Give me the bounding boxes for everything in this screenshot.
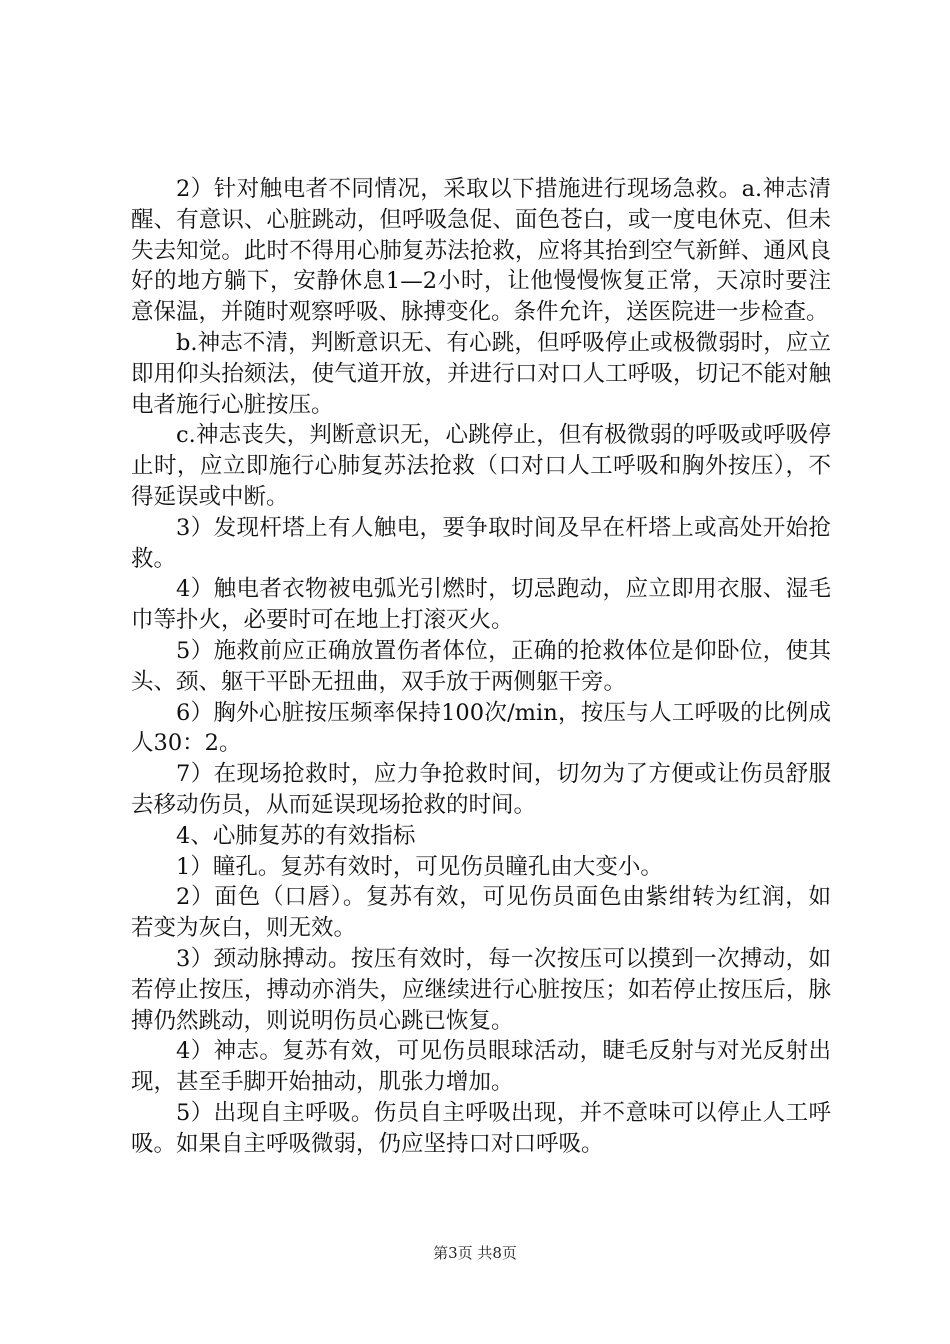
paragraph-rescue-time: 7）在现场抢救时，应力争抢救时间，切勿为了方便或让伤员舒服去移动伤员，从而延误现场抢救的时间。 (131, 761, 831, 818)
paragraph-carotid-pulse: 3）颈动脉搏动。按压有效时，每一次按压可以摸到一次搏动，如若停止按压，搏动亦消失，应继续进行心脏按压；如若停止按压后，脉搏仍然跳动，则说明伤员心跳已恢复。 (131, 945, 831, 1034)
paragraph-emergency-measures: 2）针对触电者不同情况，采取以下措施进行现场急救。a.神志清醒、有意识、心脏跳动，但呼吸急促、面色苍白，或一度电休克、但未失去知觉。此时不得用心肺复苏法抢救，应将其抬到空气新鲜、通风良好的地方躺下，安静休息1—2小时，让他慢慢恢复正常，天凉时要注意保温，并随时观察呼吸、脉搏变化。条件允许，送医院进一步检查。 (131, 176, 831, 326)
paragraph-tower-rescue: 3）发现杆塔上有人触电，要争取时间及早在杆塔上或高处开始抢救。 (131, 514, 831, 572)
paragraph-consciousness: 4）神志。复苏有效，可见伤员眼球活动，睫毛反射与对光反射出现，甚至手脚开始抽动，肌张力增加。 (131, 1038, 831, 1096)
paragraph-compression-rate: 6）胸外心脏按压频率保持100次/min，按压与人工呼吸的比例成人30：2。 (131, 699, 831, 757)
document-body (131, 174, 831, 1160)
paragraph-body-position: 5）施救前应正确放置伤者体位，正确的抢救体位是仰卧位，使其头、颈、躯干平卧无扭曲，双手放于两侧躯干旁。 (131, 637, 831, 695)
paragraph-case-c: c.神志丧失，判断意识无，心跳停止，但有极微弱的呼吸或呼吸停止时，应立即施行心肺复苏法抢救（口对口人工呼吸和胸外按压），不得延误或中断。 (131, 422, 831, 510)
page-footer: 第3页 共8页 (433, 1244, 517, 1262)
paragraph-complexion: 2）面色（口唇）。复苏有效，可见伤员面色由紫绀转为红润，如若变为灰白，则无效。 (131, 884, 831, 942)
paragraph-clothing-fire: 4）触电者衣物被电弧光引燃时，切忌跑动，应立即用衣服、湿毛巾等扑火，必要时可在地上打滚灭火。 (131, 576, 831, 634)
paragraph-pupil: 1）瞳孔。复苏有效时，可见伤员瞳孔由大变小。 (176, 853, 663, 880)
paragraph-spontaneous-breathing: 5）出现自主呼吸。伤员自主呼吸出现，并不意味可以停止人工呼吸。如果自主呼吸微弱，仍应坚持口对口呼吸。 (131, 1099, 831, 1157)
section-heading-cpr-indicators: 4、心肺复苏的有效指标 (176, 822, 416, 849)
paragraph-case-b: b.神志不清，判断意识无、有心跳，但呼吸停止或极微弱时，应立即用仰头抬颏法，使气道开放，并进行口对口人工呼吸，切记不能对触电者施行心脏按压。 (131, 329, 831, 418)
